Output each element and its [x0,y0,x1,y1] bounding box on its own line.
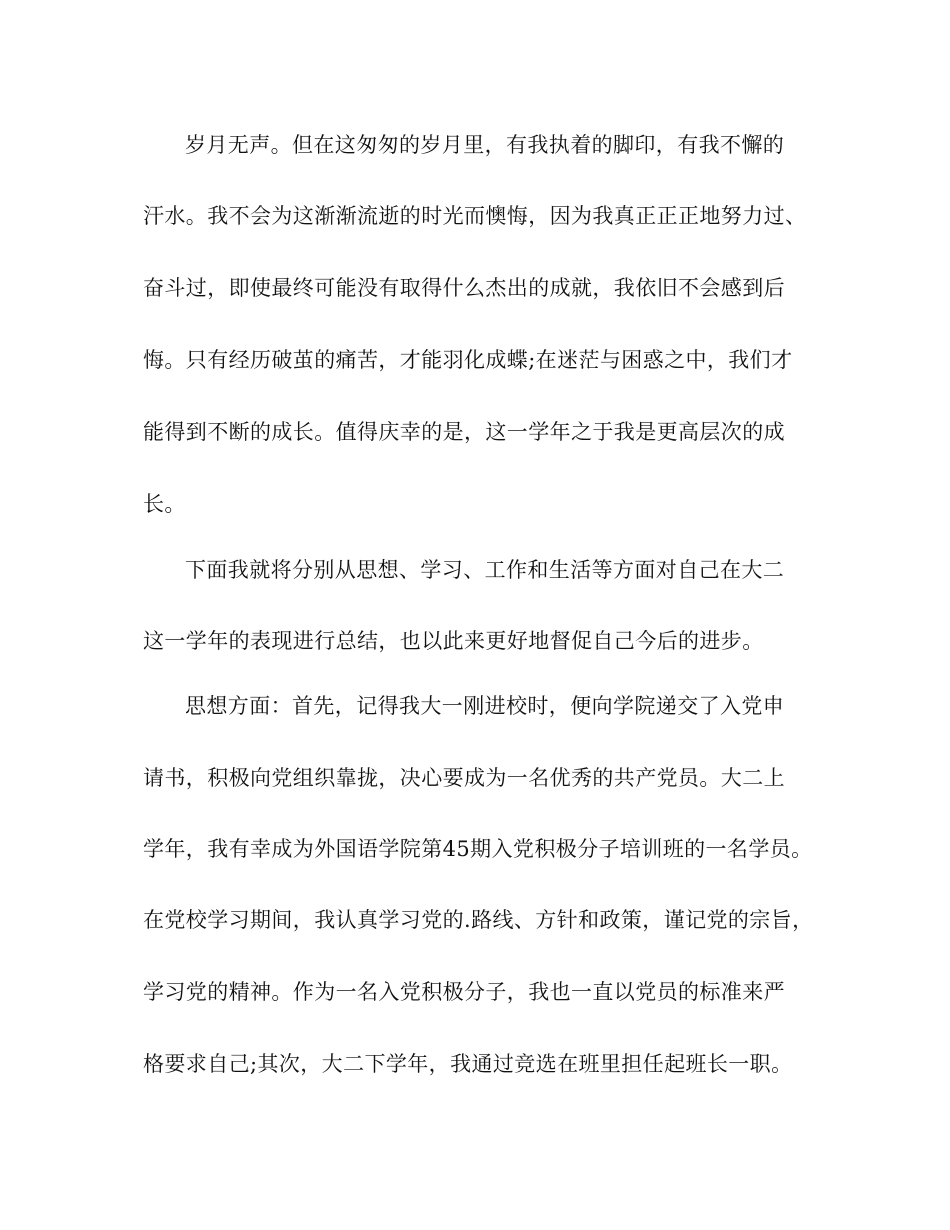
paragraph-1-line-6: 长。 [143,492,186,516]
paragraph-3-line-1: 思想方面：首先，记得我大一刚进校时，便向学院递交了入党申 [185,694,785,718]
paragraph-3-line-3: 学年，我有幸成为外国语学院第45期入党积极分子培训班的一名学员。 [143,837,813,861]
paragraph-3-line-5: 学习党的精神。作为一名入党积极分子，我也一直以党员的标准来严 [143,980,785,1004]
paragraph-1-line-2: 汗水。我不会为这渐渐流逝的时光而懊悔，因为我真正正正地努力过、 [143,204,807,228]
paragraph-2-line-2: 这一学年的表现进行总结，也以此来更好地督促自己今后的进步。 [143,629,764,653]
paragraph-1-line-3: 奋斗过，即使最终可能没有取得什么杰出的成就，我依旧不会感到后 [143,276,785,300]
paragraph-3-line-6: 格要求自己;其次，大二下学年，我通过竞选在班里担任起班长一职。 [143,1052,793,1076]
paragraph-2-line-1: 下面我就将分别从思想、学习、工作和生活等方面对自己在大二 [185,558,785,582]
paragraph-1-line-5: 能得到不断的成长。值得庆幸的是，这一学年之于我是更高层次的成 [143,420,785,444]
paragraph-1-line-4: 悔。只有经历破茧的痛苦，才能羽化成蝶;在迷茫与困惑之中，我们才 [143,348,793,372]
paragraph-3-line-4: 在党校学习期间，我认真学习党的.路线、方针和政策，谨记党的宗旨， [143,908,814,932]
paragraph-1-line-1: 岁月无声。但在这匆匆的岁月里，有我执着的脚印，有我不懈的 [185,133,785,157]
paragraph-3-line-2: 请书，积极向党组织靠拢，决心要成为一名优秀的共产党员。大二上 [143,766,785,790]
